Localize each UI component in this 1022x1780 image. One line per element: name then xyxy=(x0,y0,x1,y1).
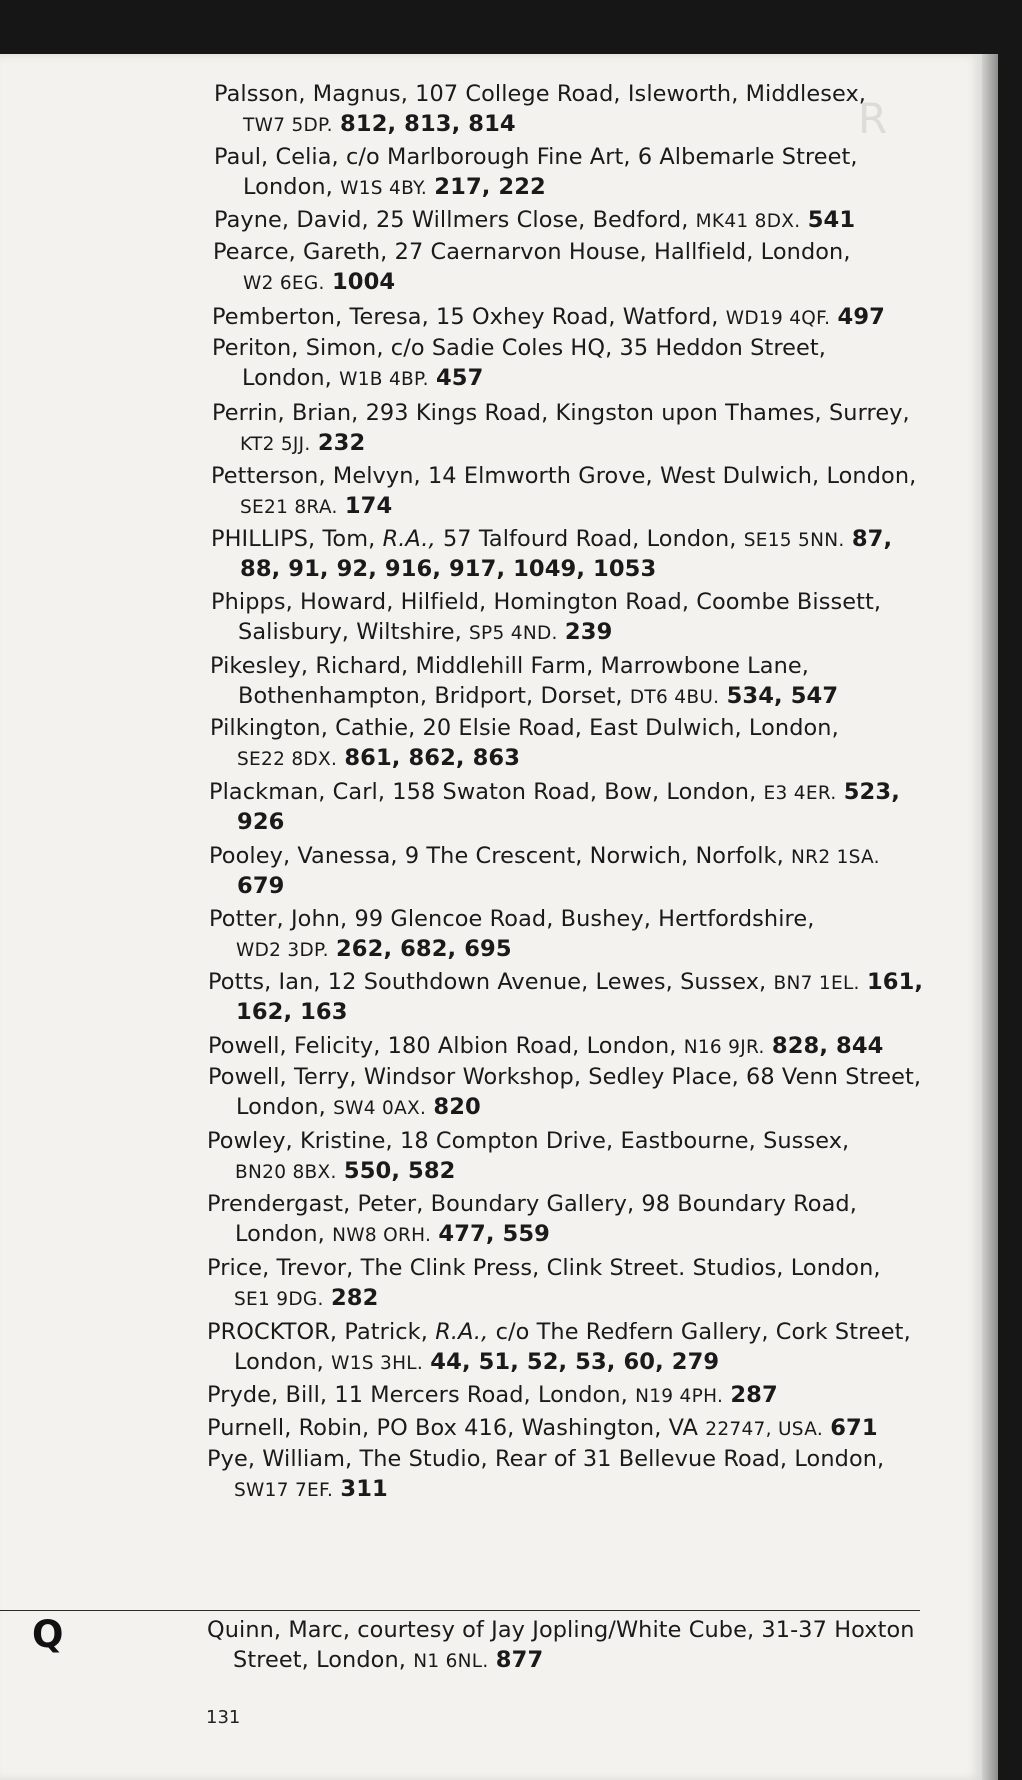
postcode: WD2 3DP. xyxy=(236,940,329,961)
page-number: 131 xyxy=(206,1707,241,1728)
entry-text: PHILLIPS, Tom, xyxy=(211,526,376,552)
postcode: MK41 8DX. xyxy=(695,211,801,232)
entry-line xyxy=(214,206,855,236)
entry-text: Powell, Felicity, 180 Albion Road, London, xyxy=(208,1033,677,1059)
page-refs: 87, xyxy=(851,526,893,552)
entry-line: Pearce, Gareth, 27 Caernarvon House, Hallfield, London, xyxy=(213,239,851,265)
postcode: E3 4ER. xyxy=(763,783,837,804)
entry-line xyxy=(208,1032,883,1062)
entry-continuation xyxy=(236,1093,481,1123)
entry-line xyxy=(212,303,885,333)
page-refs: 457 xyxy=(435,365,484,391)
entry-text: Plackman, Carl, 158 Swaton Road, Bow, London, xyxy=(209,779,757,805)
entry-line: Pikesley, Richard, Middlehill Farm, Marrowbone Lane, xyxy=(210,653,809,679)
page-refs: 820 xyxy=(433,1094,481,1120)
page-refs: 44, 51, 52, 53, 60, 279 xyxy=(430,1349,720,1375)
page-refs: 239 xyxy=(564,619,613,645)
entry-line: London, xyxy=(234,1349,324,1375)
entry-continuation xyxy=(235,1157,455,1187)
entry-line: Phipps, Howard, Hilfield, Homington Road, Coombe Bissett, xyxy=(211,589,882,615)
postcode: SW17 7EF. xyxy=(234,1480,334,1501)
entry-line xyxy=(207,1414,878,1444)
entry-line: Pilkington, Cathie, 20 Elsie Road, East Dulwich, London, xyxy=(210,715,839,741)
entry-line: Palsson, Magnus, 107 College Road, Isleworth, Middlesex, xyxy=(214,81,867,107)
page-refs: 523, xyxy=(843,779,900,805)
entry-text: Pryde, Bill, 11 Mercers Road, London, xyxy=(207,1382,628,1408)
page-refs: 926 xyxy=(237,809,285,835)
section-divider xyxy=(0,1610,920,1611)
page-refs: 262, 682, 695 xyxy=(335,936,512,962)
entry-continuation xyxy=(233,1646,543,1676)
postcode: N1 6NL. xyxy=(413,1651,489,1672)
entry-continuation xyxy=(240,492,392,522)
page-refs: 282 xyxy=(330,1285,379,1311)
entry-continuation xyxy=(236,935,512,965)
entry-line: Potter, John, 99 Glencoe Road, Bushey, Hertfordshire, xyxy=(209,906,815,932)
entry-text: PROCKTOR, Patrick, xyxy=(207,1319,428,1345)
entry-continuation xyxy=(235,1220,550,1250)
entry-text: Pooley, Vanessa, 9 The Crescent, Norwich, Norfolk, xyxy=(209,843,784,869)
postcode: W2 6EG. xyxy=(243,273,325,294)
postcode: SE21 8RA. xyxy=(240,497,338,518)
entry-text: Payne, David, 25 Willmers Close, Bedford, xyxy=(214,207,689,233)
entry-line xyxy=(211,525,892,555)
entry-continuation xyxy=(242,364,483,394)
entry-line xyxy=(209,778,900,808)
page-refs: 877 xyxy=(495,1647,544,1673)
entry-continuation xyxy=(240,429,365,459)
page-refs: 550, 582 xyxy=(343,1158,456,1184)
entry-line: Paul, Celia, c/o Marlborough Fine Art, 6 Albemarle Street, xyxy=(214,144,858,170)
page-refs: 174 xyxy=(344,493,393,519)
page-refs: 812, 813, 814 xyxy=(340,111,516,137)
postcode: W1S 3HL. xyxy=(331,1353,424,1374)
postcode: NR2 1SA. xyxy=(791,847,880,868)
page-refs: 477, 559 xyxy=(438,1221,550,1247)
entry-line: Powell, Terry, Windsor Workshop, Sedley Place, 68 Venn Street, xyxy=(208,1064,922,1090)
entry-line: Petterson, Melvyn, 14 Elmworth Grove, West Dulwich, London, xyxy=(211,463,917,489)
page-refs: 671 xyxy=(830,1415,878,1441)
entry-continuation xyxy=(237,808,284,837)
postcode: SE22 8DX. xyxy=(237,749,338,770)
page-refs: 88, 91, 92, 916, 917, 1049, 1053 xyxy=(240,556,657,582)
entry-continuation xyxy=(237,744,520,774)
postcode: BN20 8BX. xyxy=(235,1162,337,1183)
index-page xyxy=(0,54,982,1780)
entry-continuation xyxy=(243,110,516,140)
page-refs: 861, 862, 863 xyxy=(344,745,521,771)
entry-continuation xyxy=(237,872,284,901)
postcode: WD19 4QF. xyxy=(725,308,831,329)
entry-continuation xyxy=(243,173,546,203)
postcode: W1S 4BY. xyxy=(340,178,428,199)
page-refs: 311 xyxy=(340,1476,388,1502)
page-refs: 828, 844 xyxy=(771,1033,884,1059)
entry-line: Price, Trevor, The Clink Press, Clink Street. Studios, London, xyxy=(207,1255,881,1281)
entry-continuation xyxy=(238,618,612,648)
entry-line: London, xyxy=(242,365,332,391)
entry-continuation xyxy=(234,1284,378,1314)
index-entries xyxy=(0,54,982,1780)
page-refs: 217, 222 xyxy=(434,174,546,200)
entry-continuation xyxy=(240,555,656,584)
postcode: TW7 5DP. xyxy=(243,115,333,136)
bleed-through-letter: R xyxy=(858,94,888,143)
page-refs: 232 xyxy=(317,430,366,456)
postcode: 22747, USA. xyxy=(705,1419,824,1440)
honorific: R.A., xyxy=(382,526,436,552)
postcode: SE1 9DG. xyxy=(234,1289,324,1310)
entry-line xyxy=(207,1381,778,1411)
postcode: N16 9JR. xyxy=(683,1037,765,1058)
page-refs: 161, xyxy=(866,969,924,995)
postcode: KT2 5JJ. xyxy=(240,434,311,455)
section-letter: Q xyxy=(32,1613,64,1656)
entry-line: London, xyxy=(243,174,333,200)
postcode: BN7 1EL. xyxy=(773,973,860,994)
page-refs: 1004 xyxy=(331,269,396,295)
entry-continuation xyxy=(236,998,348,1027)
entry-continuation xyxy=(238,682,838,712)
honorific: R.A., xyxy=(435,1319,489,1345)
entry-line: Street, London, xyxy=(233,1647,406,1673)
entry-continuation xyxy=(234,1348,719,1378)
page-refs: 497 xyxy=(837,304,885,330)
entry-line: Pye, William, The Studio, Rear of 31 Bellevue Road, London, xyxy=(207,1446,885,1472)
entry-line xyxy=(208,968,923,998)
entry-line: Periton, Simon, c/o Sadie Coles HQ, 35 Heddon Street, xyxy=(212,335,827,361)
entry-text: Potts, Ian, 12 Southdown Avenue, Lewes, Sussex, xyxy=(208,969,767,995)
entry-text: c/o The Redfern Gallery, Cork Street, xyxy=(495,1319,911,1345)
entry-line: Salisbury, Wiltshire, xyxy=(238,619,462,645)
entry-line xyxy=(209,842,880,872)
postcode: SP5 4ND. xyxy=(469,623,558,644)
postcode: SE15 5NN. xyxy=(743,530,845,551)
entry-text: Pemberton, Teresa, 15 Oxhey Road, Watford, xyxy=(212,304,719,330)
page-refs: 541 xyxy=(807,207,856,233)
entry-line: London, xyxy=(236,1094,326,1120)
entry-line: Bothenhampton, Bridport, Dorset, xyxy=(238,683,623,709)
entry-text: 57 Talfourd Road, London, xyxy=(442,526,737,552)
entry-line: London, xyxy=(235,1221,325,1247)
postcode: N19 4PH. xyxy=(635,1386,724,1407)
entry-continuation xyxy=(243,268,395,298)
postcode: NW8 ORH. xyxy=(332,1225,432,1246)
entry-line: Quinn, Marc, courtesy of Jay Jopling/White Cube, 31-37 Hoxton xyxy=(207,1617,915,1643)
entry-line xyxy=(207,1318,911,1347)
page-refs: 162, 163 xyxy=(236,999,348,1025)
postcode: W1B 4BP. xyxy=(339,369,429,390)
entry-line: Powley, Kristine, 18 Compton Drive, Eastbourne, Sussex, xyxy=(207,1128,850,1154)
postcode: DT6 4BU. xyxy=(629,687,720,708)
page-refs: 534, 547 xyxy=(726,683,839,709)
entry-continuation xyxy=(234,1475,388,1505)
page-refs: 679 xyxy=(237,873,285,899)
entry-text: Purnell, Robin, PO Box 416, Washington, VA xyxy=(207,1415,699,1441)
page-refs: 287 xyxy=(730,1382,778,1408)
postcode: SW4 0AX. xyxy=(333,1098,427,1119)
entry-line: Perrin, Brian, 293 Kings Road, Kingston upon Thames, Surrey, xyxy=(212,400,910,426)
entry-line: Prendergast, Peter, Boundary Gallery, 98 Boundary Road, xyxy=(207,1191,857,1217)
